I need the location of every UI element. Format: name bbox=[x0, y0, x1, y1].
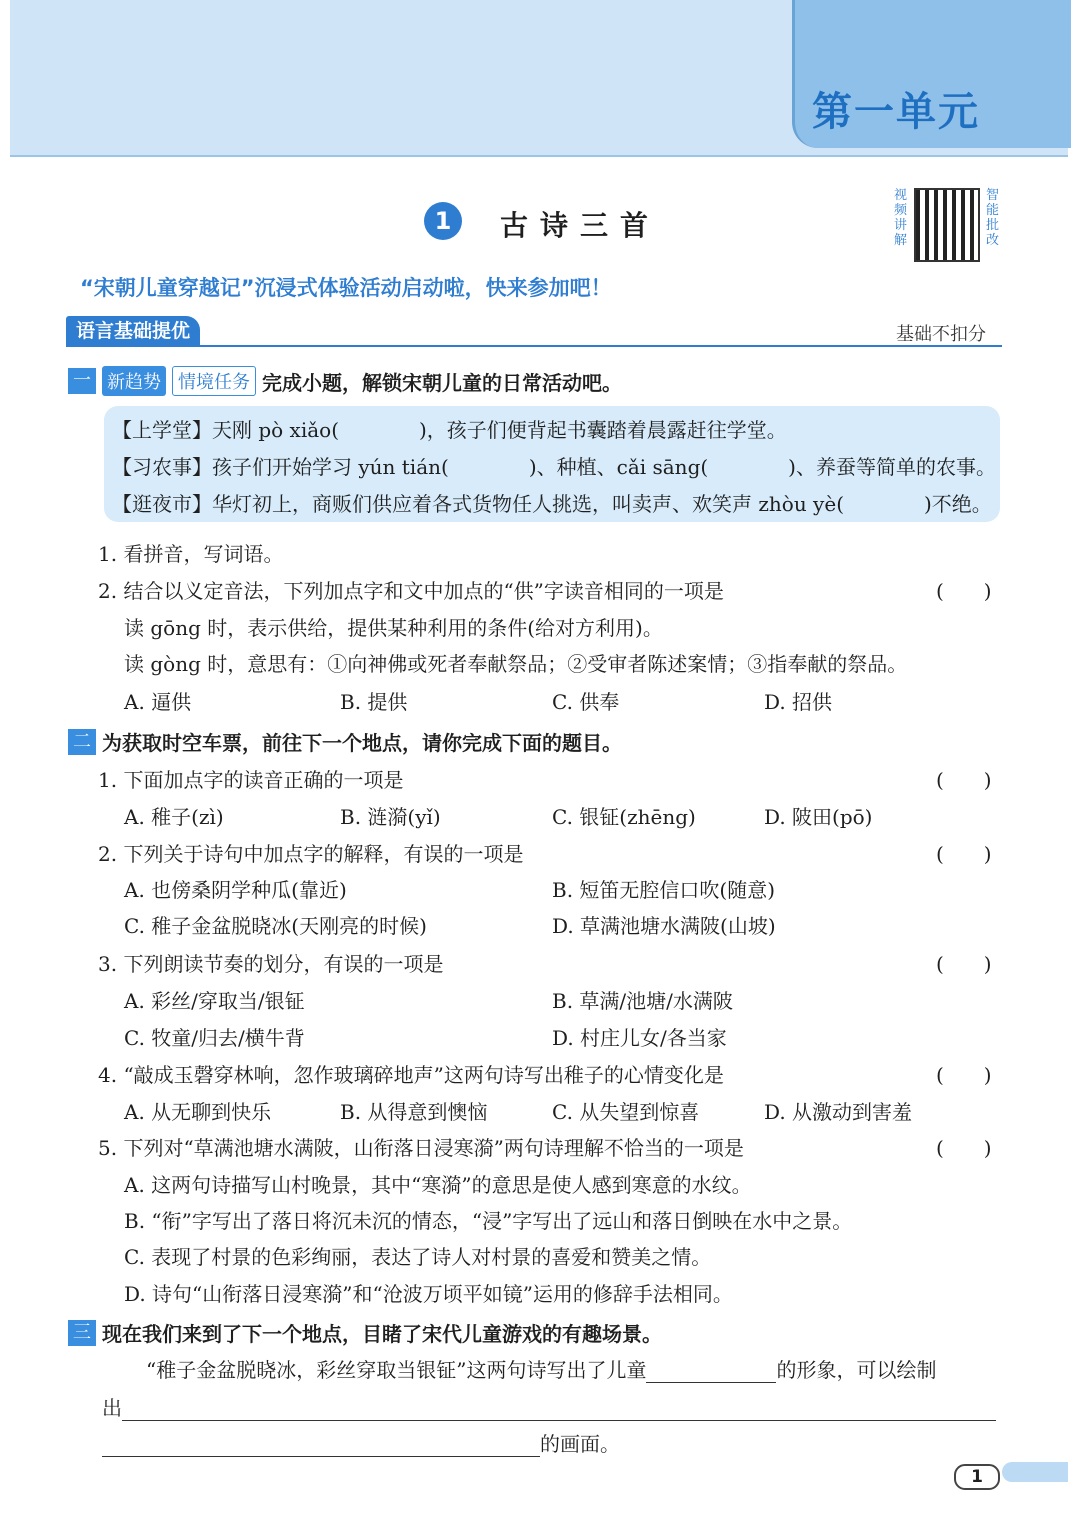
section-right-label: 基础不扣分 bbox=[896, 324, 986, 345]
option: B. 涟漪(yǐ) bbox=[340, 805, 441, 829]
answer-bracket[interactable]: ( ) bbox=[936, 768, 992, 792]
qr-code-icon[interactable] bbox=[914, 188, 980, 262]
option: D. 村庄儿女/各当家 bbox=[552, 1026, 727, 1050]
qr-left-label: 视频讲解 bbox=[894, 188, 908, 248]
question-text: 4. “敲成玉磬穿林响，忽作玻璃碎地声”这两句诗写出稚子的心情变化是 bbox=[98, 1063, 724, 1087]
question-text: 1. 下面加点字的读音正确的一项是 bbox=[98, 768, 404, 792]
fill-text: 的画面。 bbox=[540, 1432, 620, 1456]
option: C. 牧童/归去/横牛背 bbox=[124, 1026, 305, 1050]
scene-line: 【习农事】孩子们开始学习 yún tián( )、种植、cǎi sāng( )、养蚕等简单的农事。 bbox=[112, 455, 996, 479]
fill-text: 出 bbox=[102, 1396, 122, 1420]
page-tab bbox=[1002, 1462, 1068, 1482]
unit-title: 第一单元 bbox=[812, 89, 980, 135]
lesson-title: 古诗三首 bbox=[500, 209, 661, 242]
answer-bracket[interactable]: ( ) bbox=[936, 952, 992, 976]
option: B. 短笛无腔信口吹(随意) bbox=[552, 878, 776, 902]
trend-tag: 新趋势 bbox=[102, 366, 166, 396]
answer-bracket[interactable]: ( ) bbox=[936, 1136, 992, 1160]
section-divider bbox=[66, 345, 1002, 347]
answer-blank[interactable] bbox=[646, 1358, 776, 1383]
option: C. 银钲(zhēng) bbox=[552, 805, 696, 829]
option: C. 稚子金盆脱晓冰(天刚亮的时候) bbox=[124, 914, 427, 938]
part3-title: 现在我们来到了下一个地点，目睹了宋代儿童游戏的有趣场景。 bbox=[102, 1322, 662, 1346]
part2-heading bbox=[68, 727, 622, 756]
question-text: 3. 下列朗读节奏的划分，有误的一项是 bbox=[98, 952, 444, 976]
option: A. 这两句诗描写山村晚景，其中“寒漪”的意思是使人感到寒意的水纹。 bbox=[124, 1173, 752, 1197]
part2-title: 为获取时空车票，前往下一个地点，请你完成下面的题目。 bbox=[102, 731, 622, 755]
section-title: 语言基础提优 bbox=[66, 316, 200, 346]
activity-banner: “宋朝儿童穿越记”沉浸式体验活动启动啦，快来参加吧！ bbox=[80, 276, 612, 300]
fill-line bbox=[146, 1354, 936, 1383]
option: D. 招供 bbox=[764, 690, 833, 714]
fill-text: 的形象，可以绘制 bbox=[776, 1358, 937, 1382]
answer-bracket[interactable]: ( ) bbox=[936, 842, 992, 866]
option: A. 稚子(zì) bbox=[124, 805, 224, 829]
lesson-number: 1 bbox=[424, 202, 462, 240]
option: A. 逼供 bbox=[124, 690, 192, 714]
scene-line: 【上学堂】天刚 pò xiǎo( )，孩子们便背起书囊踏着晨露赶往学堂。 bbox=[112, 418, 787, 442]
part3-heading bbox=[68, 1318, 662, 1347]
option: D. 诗句“山衔落日浸寒漪”和“沧波万顷平如镜”运用的修辞手法相同。 bbox=[124, 1282, 733, 1306]
part1-heading bbox=[68, 366, 622, 396]
question-text: 2. 下列关于诗句中加点字的解释，有误的一项是 bbox=[98, 842, 524, 866]
part3-number: 三 bbox=[68, 1320, 96, 1346]
option: D. 草满池塘水满陂(山坡) bbox=[552, 914, 776, 938]
page-number: 1 bbox=[954, 1464, 1000, 1490]
option: A. 从无聊到快乐 bbox=[124, 1100, 272, 1124]
question-note: 读 gòng 时，意思有：①向神佛或死者奉献祭品；②受审者陈述案情；③指奉献的祭品。 bbox=[124, 652, 908, 676]
part2-number: 二 bbox=[68, 729, 96, 755]
question-text: 2. 结合以义定音法，下列加点字和文中加点的“供”字读音相同的一项是 bbox=[98, 579, 724, 603]
option: A. 也傍桑阴学种瓜(靠近) bbox=[124, 878, 347, 902]
answer-blank[interactable] bbox=[102, 1432, 540, 1457]
fill-line bbox=[102, 1428, 620, 1457]
option: D. 从激动到害羞 bbox=[764, 1100, 913, 1124]
scenario-tag: 情境任务 bbox=[172, 366, 256, 396]
option: A. 彩丝/穿取当/银钲 bbox=[124, 989, 305, 1013]
answer-blank[interactable] bbox=[122, 1396, 996, 1421]
fill-line bbox=[102, 1392, 996, 1421]
question-text: 5. 下列对“草满池塘水满陂，山衔落日浸寒漪”两句诗理解不恰当的一项是 bbox=[98, 1136, 744, 1160]
option: B. 提供 bbox=[340, 690, 408, 714]
option: D. 陂田(pō) bbox=[764, 805, 873, 829]
scene-line: 【逛夜市】华灯初上，商贩们供应着各式货物任人挑选，叫卖声、欢笑声 zhòu yè( )不绝。 bbox=[112, 492, 992, 516]
answer-bracket[interactable]: ( ) bbox=[936, 1063, 992, 1087]
part1-title: 完成小题，解锁宋朝儿童的日常活动吧。 bbox=[262, 370, 622, 395]
option: C. 表现了村景的色彩绚丽，表达了诗人对村景的喜爱和赞美之情。 bbox=[124, 1245, 712, 1269]
part1-number: 一 bbox=[68, 368, 96, 394]
option: B. “衔”字写出了落日将沉未沉的情态，“浸”字写出了远山和落日倒映在水中之景。 bbox=[124, 1209, 853, 1233]
option: B. 从得意到懊恼 bbox=[340, 1100, 488, 1124]
option: C. 从失望到惊喜 bbox=[552, 1100, 700, 1124]
qr-right-label: 智能批改 bbox=[986, 188, 1000, 248]
option: C. 供奉 bbox=[552, 690, 620, 714]
answer-bracket[interactable]: ( ) bbox=[936, 579, 992, 603]
question-note: 读 gōng 时，表示供给，提供某种利用的条件(给对方利用)。 bbox=[124, 616, 663, 640]
fill-text: “稚子金盆脱晓冰，彩丝穿取当银钲”这两句诗写出了儿童 bbox=[146, 1358, 647, 1382]
question-text: 1. 看拼音，写词语。 bbox=[98, 542, 284, 566]
option: B. 草满/池塘/水满陂 bbox=[552, 989, 733, 1013]
